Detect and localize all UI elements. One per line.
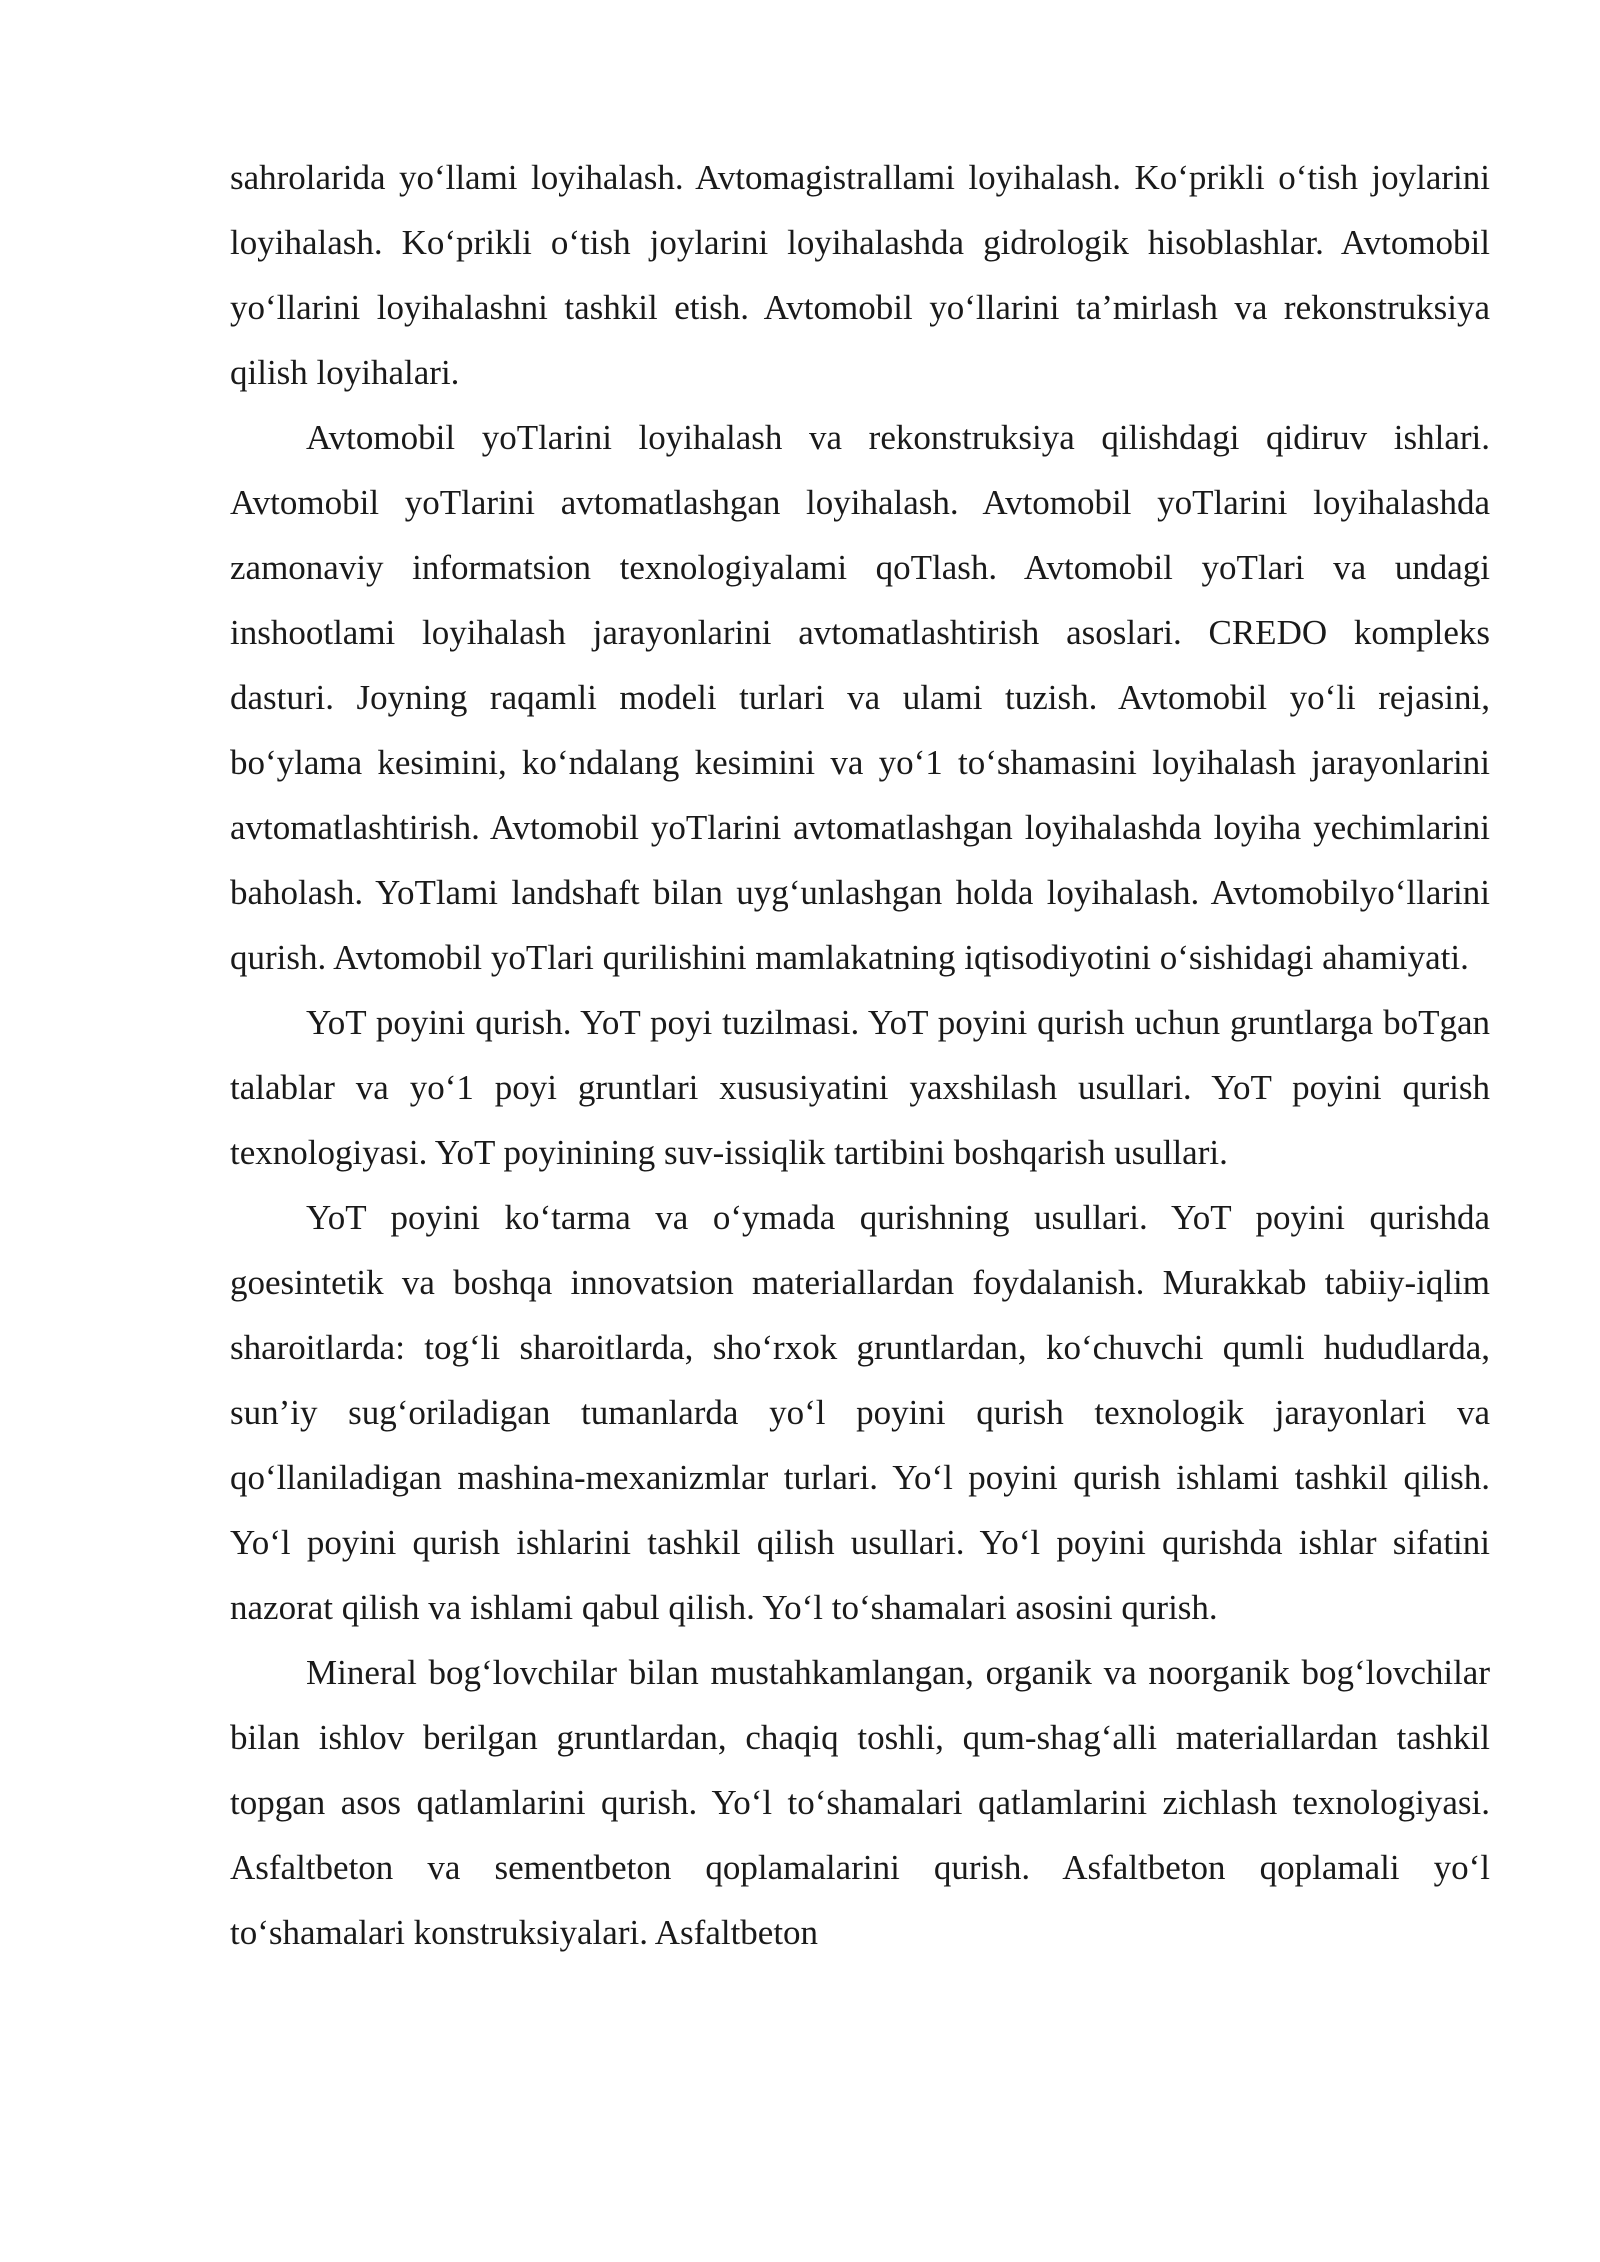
paragraph-5: Mineral bog‘lovchilar bilan mustahkamlangan, organik va noorganik bog‘lovchilar bilan ishlov berilgan gruntlardan, chaqiq toshli, qum-shag‘alli materiallardan tashkil topgan asos qatlamlarini qurish. Yo‘l to‘shamalari qatlamlarini zichlash texnologiyasi. Asfaltbeton va sementbeton qoplamalarini qurish. Asfaltbeton qoplamali yo‘l to‘shamalari konstruksiyalari. Asfaltbeton (230, 1653, 1490, 1952)
paragraph-1: sahrolarida yo‘llami loyihalash. Avtomagistrallami loyihalash. Ko‘prikli o‘tish joylarini loyihalash. Ko‘prikli o‘tish joylarini loyihalashda gidrologik hisoblashlar. Avtomobil yo‘llarini loyihalashni tashkil etish. Avtomobil yo‘llarini ta’mirlash va rekonstruksiya qilish loyihalari. (230, 158, 1490, 392)
paragraph-2: Avtomobil yoTlarini loyihalash va rekonstruksiya qilishdagi qidiruv ishlari. Avtomobil yoTlarini avtomatlashgan loyihalash. Avtomobil yoTlarini loyihalashda zamonaviy informatsion texnologiyalami qoTlash. Avtomobil yoTlari va undagi inshootlami loyihalash jarayonlarini avtomatlashtirish asoslari. CREDO kompleks dasturi. Joyning raqamli modeli turlari va ulami tuzish. Avtomobil yo‘li rejasini, bo‘ylama kesimini, ko‘ndalang kesimini va yo‘1 to‘shamasini loyihalash jarayonlarini avtomatlashtirish. Avtomobil yoTlarini avtomatlashgan loyihalashda loyiha yechimlarini baholash. YoTlami landshaft bilan uyg‘unlashgan holda loyihalash. Avtomobilyo‘llarini qurish. Avtomobil yoTlari qurilishini mamlakatning iqtisodiyotini o‘sishidagi ahamiyati. (230, 418, 1490, 977)
paragraph-3: YoT poyini qurish. YoT poyi tuzilmasi. YoT poyini qurish uchun gruntlarga boTgan talablar va yo‘1 poyi gruntlari xususiyatini yaxshilash usullari. YoT poyini qurish texnologiyasi. YoT poyinining suv-issiqlik tartibini boshqarish usullari. (230, 1003, 1490, 1172)
paragraph-4: YoT poyini ko‘tarma va o‘ymada qurishning usullari. YoT poyini qurishda goesintetik va boshqa innovatsion materiallardan foydalanish. Murakkab tabiiy-iqlim sharoitlarda: tog‘li sharoitlarda, sho‘rxok gruntlardan, ko‘chuvchi qumli hududlarda, sun’iy sug‘oriladigan tumanlarda yo‘l poyini qurish texnologik jarayonlari va qo‘llaniladigan mashina-mexanizmlar turlari. Yo‘l poyini qurish ishlami tashkil qilish. Yo‘l poyini qurish ishlarini tashkil qilish usullari. Yo‘l poyini qurishda ishlar sifatini nazorat qilish va ishlami qabul qilish. Yo‘l to‘shamalari asosini qurish. (230, 1198, 1490, 1627)
document-body (230, 145, 1490, 1965)
